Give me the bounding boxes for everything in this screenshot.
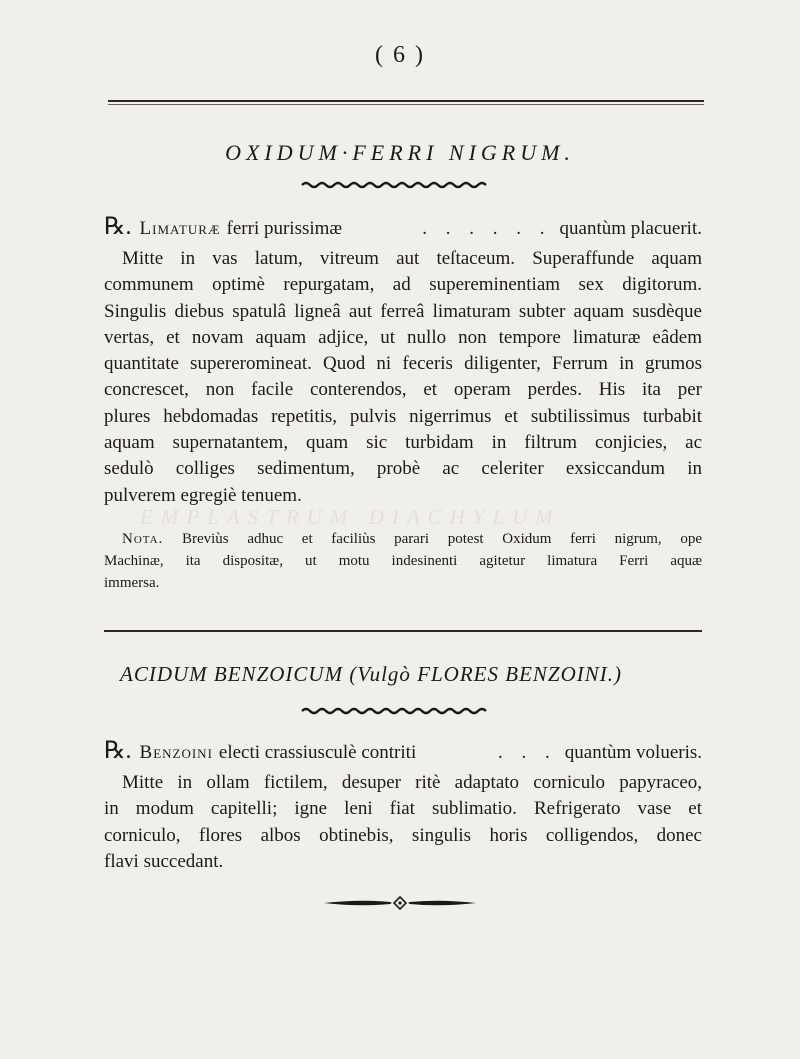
paragraph-line: quantitate supereromineat. Quod ni feceris diligenter, Ferrum in grumos — [104, 353, 702, 375]
paragraph-line: sedulò colliges sedimentum, probè ac celeriter exsiccandum in — [104, 458, 702, 480]
section-divider-rule — [104, 630, 702, 632]
show-through-text: EMPLASTRUM DIACHYLUM — [140, 505, 561, 529]
ingredient-description: ferri purissimæ — [226, 218, 343, 239]
paragraph-line: Mitte in vas latum, vitreum aut teſtaceum. Superaffunde aquam — [122, 248, 702, 269]
nota-block — [104, 528, 702, 594]
leader-dots: . . . . . . — [422, 218, 552, 239]
nota-label: Nota. — [122, 531, 164, 547]
paragraph-benzoicum — [104, 770, 702, 875]
paragraph-line: plures hebdomadas repetitis, pulvis nigerrimus et subtilissimus turbabit — [104, 405, 702, 427]
page-number: ( 6 ) — [375, 42, 425, 68]
ingredient-quantity: quantùm placuerit. — [559, 218, 702, 239]
ingredient-name: Limaturæ — [139, 218, 221, 239]
header-rule-thin — [108, 104, 704, 105]
section-title-oxidum: OXIDUM·FERRI NIGRUM. — [225, 140, 575, 165]
paragraph-line: communem optimè repurgatam, ad supereminentiam sex digitorum. — [104, 274, 702, 296]
wave-ornament-icon — [300, 706, 490, 716]
section-title-main: ACIDUM BENZOICUM — [120, 662, 344, 686]
paragraph-line: concrescet, non facile conterendos, et operam perdes. His ita per — [104, 379, 702, 401]
nota-line: immersa. — [104, 575, 160, 591]
paragraph-line: pulverem egregiè tenuem. — [104, 484, 302, 506]
section-title-benzoicum — [120, 662, 622, 687]
recipe-line-limaturae — [104, 212, 702, 241]
recipe-symbol: ℞. — [104, 214, 132, 240]
paragraph-line: Singulis diebus spatulâ ligneâ aut ferreâ limaturam subter aquam susdèque — [104, 300, 702, 322]
recipe-symbol: ℞. — [104, 738, 132, 764]
ingredient-quantity: quantùm volueris. — [564, 742, 702, 763]
end-ornament-icon — [320, 895, 480, 911]
ingredient-description: electi crassiusculè contriti — [218, 742, 417, 763]
wave-ornament-icon — [300, 180, 490, 190]
ingredient-name: Benzoini — [139, 742, 213, 763]
paragraph-line: corniculo, flores albos obtinebis, singulis horis colligendos, donec — [104, 824, 702, 846]
paragraph-line: flavi succedant. — [104, 850, 224, 872]
paragraph-oxidum — [104, 246, 702, 509]
nota-line: Machinæ, ita dispositæ, ut motu indesinenti agitetur limatura Ferri aquæ — [104, 553, 702, 569]
paragraph-line: in modum capitelli; igne leni fiat sublimatio. Refrigerato vase et — [104, 798, 702, 820]
recipe-line-benzoini — [104, 736, 702, 765]
paragraph-line: aquam supernatantem, quam sic turbidam in filtrum conjicies, ac — [104, 432, 702, 454]
leader-dots: . . . — [498, 742, 557, 763]
paragraph-line: Mitte in ollam fictilem, desuper ritè adaptato corniculo papyraceo, — [122, 772, 702, 793]
section-title-note: (Vulgò FLORES BENZOINI.) — [349, 662, 622, 686]
paragraph-line: vertas, et novam aquam adjice, ut nullo non tempore limaturæ eâdem — [104, 326, 702, 348]
nota-line — [104, 528, 702, 550]
nota-text: Breviùs adhuc et faciliùs parari potest Oxidum ferri nigrum, ope — [181, 531, 702, 547]
header-rule — [108, 100, 704, 102]
